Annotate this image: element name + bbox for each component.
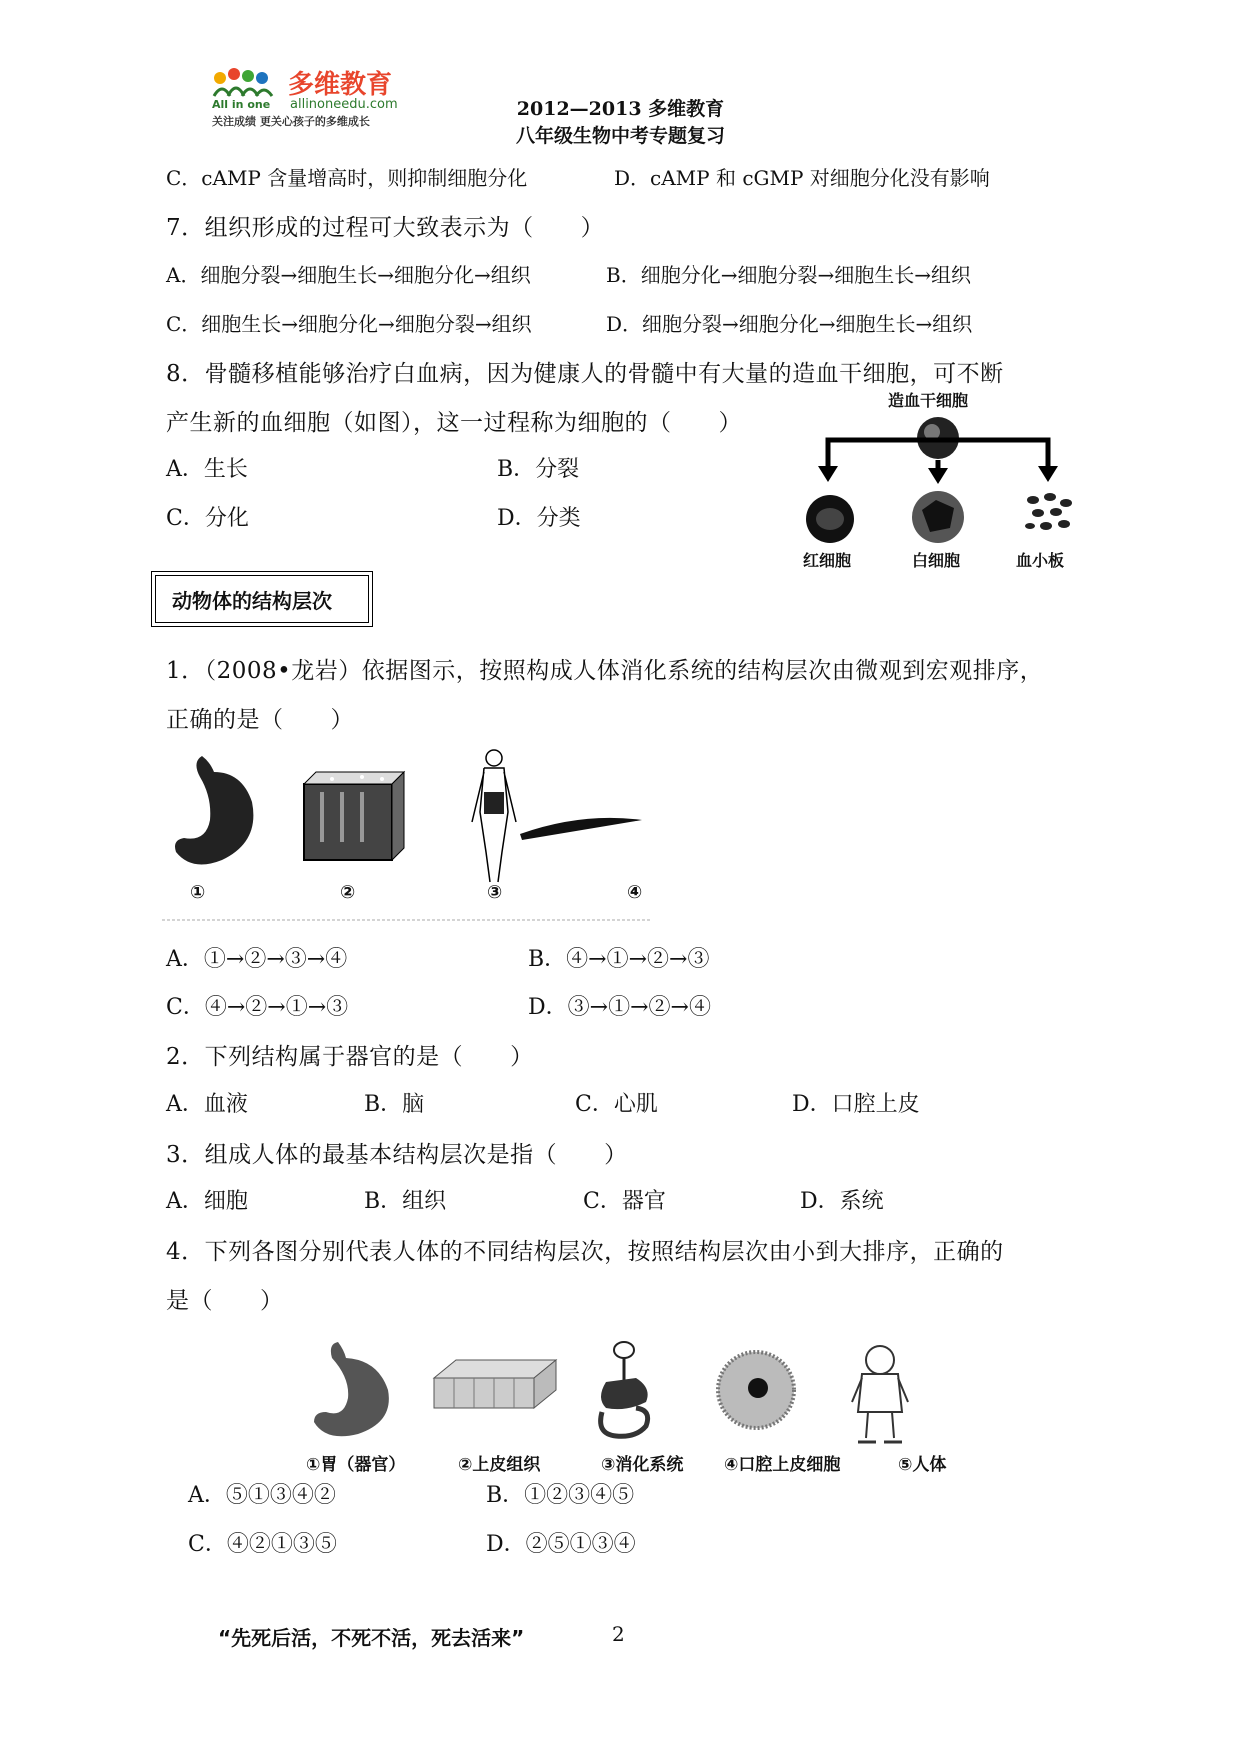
- q6-option-c: C．cAMP 含量增高时，则抑制细胞分化: [166, 166, 528, 190]
- platelet-label: 血小板: [1016, 551, 1065, 570]
- logo-brand: 多维教育: [288, 70, 393, 100]
- s3-option-d: D．系统: [800, 1189, 884, 1214]
- s1-option-d: D．③→①→②→④: [528, 995, 711, 1020]
- header-title: 八年级生物中考专题复习: [515, 125, 725, 147]
- s3-stem: 3．组成人体的最基本结构层次是指（ ）: [166, 1142, 628, 1168]
- s4-option-d: D．②⑤①③④: [486, 1532, 636, 1557]
- s3-option-a: A．细胞: [166, 1189, 248, 1214]
- s2-option-b: B．脑: [364, 1092, 425, 1117]
- q8-option-d: D．分类: [497, 506, 581, 531]
- body-structure-level-images: [306, 1338, 966, 1448]
- s1-label-2: ②: [340, 882, 356, 903]
- s1-figure: [162, 742, 732, 922]
- red-cell-label: 红细胞: [803, 551, 852, 570]
- q7-stem: 7．组织形成的过程可大致表示为（ ）: [166, 215, 605, 241]
- s2-option-a: A．血液: [166, 1092, 248, 1117]
- white-cell-label: 白细胞: [912, 551, 961, 570]
- stem-cell-figure: [788, 388, 1088, 573]
- s1-stem-line1: 1．（2008•龙岩）依据图示，按照构成人体消化系统的结构层次由微观到宏观排序，: [166, 658, 1044, 684]
- s1-stem-line2: 正确的是（ ）: [166, 707, 354, 733]
- s2-stem: 2．下列结构属于器官的是（ ）: [166, 1044, 534, 1070]
- s4-figure: [306, 1338, 966, 1475]
- s1-option-c: C．④→②→①→③: [166, 995, 349, 1020]
- blood-cell-differentiation-diagram: [788, 388, 1088, 573]
- s3-option-c: C．器官: [583, 1189, 666, 1214]
- logo-tagline: All in one: [212, 98, 271, 111]
- s1-option-b: B．④→①→②→③: [528, 947, 710, 972]
- s4-stem-line1: 4．下列各图分别代表人体的不同结构层次，按照结构层次由小到大排序，正确的: [166, 1239, 1004, 1265]
- logo-url: allinoneedu.com: [290, 97, 398, 112]
- q8-option-a: A．生长: [166, 457, 248, 482]
- s4-caption-4: ④口腔上皮细胞: [724, 1455, 841, 1475]
- footer-motto: “先死后活，不死不活，死去活来”: [218, 1626, 525, 1650]
- logo-slogan: 关注成绩 更关心孩子的多维成长: [212, 115, 370, 128]
- q6-option-d: D．cAMP 和 cGMP 对细胞分化没有影响: [614, 166, 990, 190]
- q8-stem-line1: 8．骨髓移植能够治疗白血病，因为健康人的骨髓中有大量的造血干细胞，可不断: [166, 361, 1004, 387]
- q7-option-b: B．细胞分化→细胞分裂→细胞生长→组织: [606, 263, 971, 287]
- stem-cell-label: 造血干细胞: [888, 391, 969, 410]
- section-title: 动物体的结构层次: [155, 575, 369, 623]
- q8-option-c: C．分化: [166, 506, 249, 531]
- s4-option-b: B．①②③④⑤: [486, 1483, 635, 1508]
- section-title-box: [151, 571, 373, 627]
- s3-option-b: B．组织: [364, 1189, 447, 1214]
- s4-caption-3: ③消化系统: [601, 1455, 684, 1475]
- s1-label-3: ③: [487, 882, 503, 903]
- s4-caption-1: ①胃（器官）: [306, 1455, 406, 1475]
- q7-option-d: D．细胞分裂→细胞分化→细胞生长→组织: [606, 312, 973, 336]
- s1-option-a: A．①→②→③→④: [166, 947, 348, 972]
- header-year: 2012—2013 多维教育: [516, 98, 725, 120]
- q7-option-c: C．细胞生长→细胞分化→细胞分裂→组织: [166, 312, 532, 336]
- s1-label-4: ④: [627, 882, 643, 903]
- s2-option-d: D．口腔上皮: [792, 1092, 920, 1117]
- q7-option-a: A．细胞分裂→细胞生长→细胞分化→组织: [166, 263, 531, 287]
- s4-option-a: A．⑤①③④②: [188, 1483, 336, 1508]
- s4-caption-5: ⑤人体: [898, 1455, 947, 1475]
- q8-stem-line2: 产生新的血细胞（如图），这一过程称为细胞的（ ）: [166, 410, 742, 436]
- s4-option-c: C．④②①③⑤: [188, 1532, 337, 1557]
- s2-option-c: C．心肌: [575, 1092, 658, 1117]
- s4-caption-2: ②上皮组织: [458, 1455, 541, 1475]
- page-number: 2: [612, 1622, 625, 1646]
- q8-option-b: B．分裂: [497, 457, 580, 482]
- digestive-hierarchy-images: [162, 742, 732, 922]
- s4-stem-line2: 是（ ）: [166, 1288, 284, 1314]
- s1-label-1: ①: [190, 882, 206, 903]
